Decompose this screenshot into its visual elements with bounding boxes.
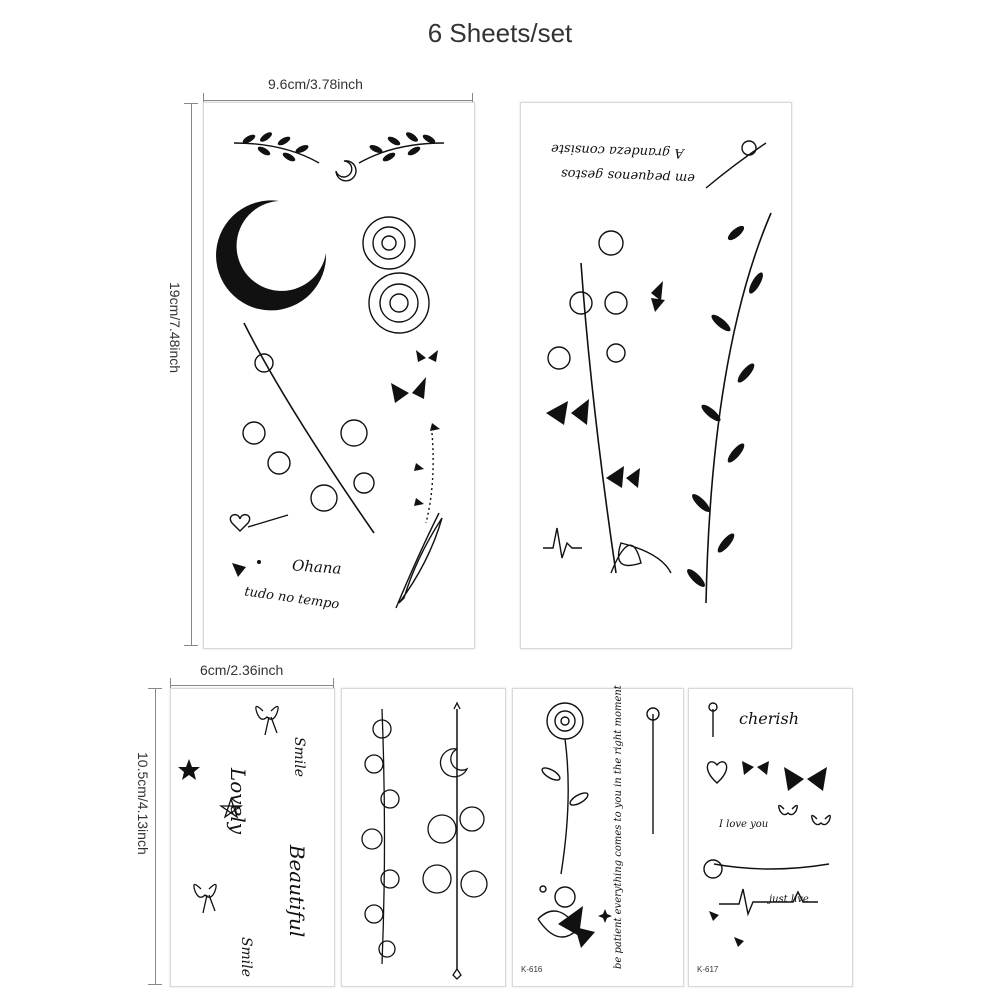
sheet-3-word-4: Smile	[238, 936, 255, 978]
sheet-6-artwork	[689, 689, 852, 986]
sheet-5-code: K-616	[521, 965, 543, 974]
tattoo-sheet-5	[512, 685, 684, 987]
large-height-label: 19cm/7.48inch	[167, 282, 183, 374]
tattoo-sheet-1	[203, 102, 475, 649]
tattoo-sheet-3	[170, 688, 335, 987]
large-height-dimension	[184, 103, 198, 646]
sheet-3-word-1: Smile	[291, 736, 308, 778]
page-title: 6 Sheets/set	[427, 18, 573, 48]
sheet-5-script: be patient everything comes to you in the right moment	[613, 685, 624, 969]
sheet-1-script-line-2: tudo no tempo	[243, 584, 341, 613]
small-width-label: 6cm/2.36inch	[200, 662, 284, 678]
sheet-2-script-line-2: em pequenos gestos	[560, 165, 696, 186]
sheet-5-artwork	[513, 689, 683, 986]
small-height-label: 10.5cm/4.13inch	[135, 752, 151, 855]
sheet-6-just: just live	[769, 894, 809, 905]
sheet-6-word: cherish	[739, 709, 800, 728]
large-width-label: 9.6cm/3.78inch	[268, 76, 363, 92]
sheet-3-word-3: Beautiful	[285, 844, 310, 938]
sheet-4-artwork	[342, 689, 505, 986]
sheet-3-word-2: Lovely	[226, 767, 251, 835]
sheet-6-love: I love you	[719, 819, 769, 830]
tattoo-sheet-6	[688, 688, 853, 987]
sheet-2-script-line-1: A grandeza consiste	[550, 140, 685, 161]
sheet-1-script-line-1: Ohana	[291, 556, 343, 578]
sheet-2-artwork	[521, 103, 791, 648]
tattoo-sheet-4	[341, 688, 506, 987]
sheet-6-code: K-617	[697, 965, 719, 974]
tattoo-sheet-2	[520, 102, 792, 649]
